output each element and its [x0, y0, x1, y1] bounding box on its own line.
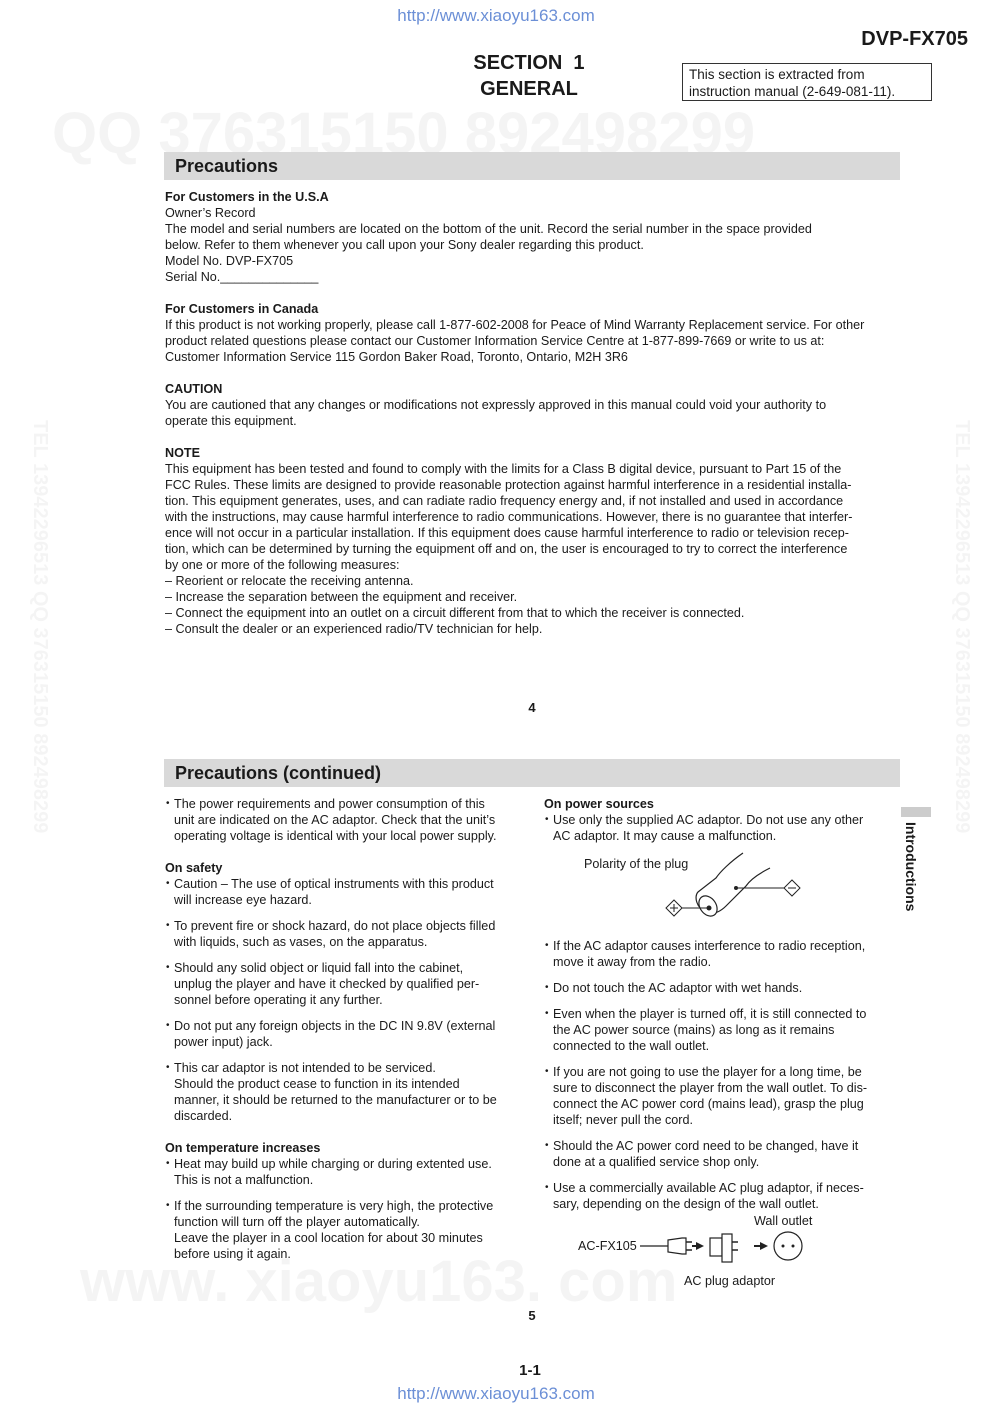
bullet-item: [544, 1006, 899, 1054]
bullet-item: [544, 1180, 899, 1212]
bullet-item: [544, 812, 899, 844]
bullet-line: Should the product cease to function in its intended: [174, 1077, 460, 1091]
bullet-item: [165, 876, 530, 908]
bullet-line: connect the AC power cord (mains lead), grasp the plug: [553, 1097, 864, 1111]
note-line: – Consult the dealer or an experienced radio/TV technician for help.: [165, 622, 543, 636]
wall-outlet-label: Wall outlet: [754, 1214, 813, 1228]
note-line: with the instructions, may cause harmful interference to radio communications. However, there is no guarantee that interfer-: [165, 510, 853, 524]
bullet-item: [165, 1060, 530, 1124]
note-line: tion. This equipment generates, uses, and can radiate radio frequency energy and, if not installed and used in accordance: [165, 494, 844, 508]
note-line: ence will not occur in a particular installation. If this equipment does cause harmful interference to radio or television recep-: [165, 526, 849, 540]
bullet-line: move it away from the radio.: [553, 955, 712, 969]
bullet-line: • The power requirements and power consumption of this: [174, 797, 485, 811]
note-line: This equipment has been tested and found to comply with the limits for a Class B digital device, pursuant to Part 15 of the: [165, 462, 842, 476]
note-line: – Increase the separation between the equipment and receiver.: [165, 590, 518, 604]
bullet-line: AC adaptor. It may cause a malfunction.: [553, 829, 777, 843]
bullet-line: • Use a commercially available AC plug adaptor, if neces-: [553, 1181, 864, 1195]
bullet-item: [165, 796, 530, 844]
bullet-line: connected to the wall outlet.: [553, 1039, 710, 1053]
plug-polarity-diagram: [660, 850, 810, 922]
adaptor-icon: [710, 1238, 722, 1256]
bullet-line: This is not a malfunction.: [174, 1173, 314, 1187]
bullet-line: • If the AC adaptor causes interference to radio reception,: [553, 939, 866, 953]
bullet-line: • Should the AC power cord need to be changed, have it: [553, 1139, 859, 1153]
usa-line: below. Refer to them whenever you call upon your Sony dealer regarding this product.: [165, 238, 644, 252]
bullet-line: sonnel before operating it any further.: [174, 993, 383, 1007]
bullet-line: • Should any solid object or liquid fall into the cabinet,: [174, 961, 464, 975]
bullet-item: [544, 1064, 899, 1128]
note-line: tion, which can be determined by turning the equipment off and on, the user is encouraged to try to correct the interference: [165, 542, 848, 556]
canada-line: Customer Information Service 115 Gordon Baker Road, Toronto, Ontario, M2H 3R6: [165, 350, 628, 364]
bullet-line: discarded.: [174, 1109, 233, 1123]
caution-line: You are cautioned that any changes or modifications not expressly approved in this manual could void your authority to: [165, 398, 827, 412]
bullet-line: • If you are not going to use the player for a long time, be: [553, 1065, 862, 1079]
bullet-line: • Even when the player is turned off, it is still connected to: [553, 1007, 867, 1021]
left-column: [165, 796, 530, 1262]
bullet-item: [544, 1138, 899, 1170]
note-line: – Connect the equipment into an outlet on a circuit different from that to which the receiver is connected.: [165, 606, 745, 620]
page-ref: 1-1: [519, 1362, 541, 1379]
canada-line: product related questions please contact our Customer Information Service Centre at 1-877-899-7669 or write to us at:: [165, 334, 825, 348]
bullet-line: Leave the player in a cool location for about 30 minutes: [174, 1231, 483, 1245]
canada-line: If this product is not working properly, please call 1-877-602-2008 for Peace of Mind Warranty Replacement service. For other: [165, 318, 865, 332]
bullet-line: manner, it should be returned to the manufacturer or to be: [174, 1093, 497, 1107]
section-title: [429, 50, 629, 102]
note-line: by one or more of the following measures:: [165, 558, 400, 572]
precautions-banner: Precautions: [164, 152, 900, 180]
section-name: GENERAL: [480, 78, 578, 100]
safety-heading: On safety: [165, 861, 223, 875]
section-number: SECTION 1: [473, 52, 585, 74]
bullet-item: [165, 1156, 530, 1188]
bullet-line: done at a qualified service shop only.: [553, 1155, 760, 1169]
bullet-item: [165, 960, 530, 1008]
bullet-line: • Do not put any foreign objects in the DC IN 9.8V (external: [174, 1019, 496, 1033]
power-heading: On power sources: [544, 797, 654, 811]
bullet-line: power input) jack.: [174, 1035, 273, 1049]
usa-line: Serial No.______________: [165, 270, 319, 284]
plug-adaptor-label: AC plug adaptor: [684, 1274, 776, 1288]
bullet-line: unplug the player and have it checked by qualified per-: [174, 977, 480, 991]
bullet-line: sary, depending on the design of the wall outlet.: [553, 1197, 819, 1211]
bullet-line: • Caution – The use of optical instruments with this product: [174, 877, 494, 891]
bullet-line: function will turn off the player automatically.: [174, 1215, 420, 1229]
watermark-tel-left: [28, 420, 51, 833]
bullet-line: • Use only the supplied AC adaptor. Do not use any other: [553, 813, 864, 827]
note-line: – Reorient or relocate the receiving antenna.: [165, 574, 414, 588]
bullet-line: sure to disconnect the player from the wall outlet. To dis-: [553, 1081, 868, 1095]
plug-adaptor-diagram: [638, 1230, 808, 1266]
bullet-line: itself; never pull the cord.: [553, 1113, 694, 1127]
usa-line: Owner’s Record: [165, 206, 256, 220]
bottom-url[interactable]: http://www.xiaoyu163.com: [397, 1384, 595, 1403]
bullet-item: [544, 938, 899, 970]
bullet-item: [165, 1198, 530, 1262]
plug-icon: [668, 1238, 686, 1254]
page-number-5: 5: [528, 1308, 536, 1323]
bullet-line: • Do not touch the AC adaptor with wet hands.: [553, 981, 803, 995]
bullet-line: operating voltage is identical with your local power supply.: [174, 829, 497, 843]
bullet-line: • Heat may build up while charging or during extented use.: [174, 1157, 492, 1171]
adaptor-model-label: AC-FX105: [578, 1239, 637, 1253]
extract-note: This section is extracted from instruction manual (2-649-081-11).: [682, 63, 932, 101]
caution-line: operate this equipment.: [165, 414, 297, 428]
canada-heading: For Customers in Canada: [165, 302, 319, 316]
side-tab-label: Introductions: [903, 822, 919, 912]
bullet-line: • If the surrounding temperature is very high, the protective: [174, 1199, 494, 1213]
note-heading: NOTE: [165, 446, 200, 460]
bullet-line: • To prevent fire or shock hazard, do not place objects filled: [174, 919, 496, 933]
bullet-item: [165, 1018, 530, 1050]
usa-heading: For Customers in the U.S.A: [165, 190, 329, 204]
watermark-tel-right: [950, 420, 973, 833]
precautions-body: [165, 189, 900, 637]
top-url[interactable]: http://www.xiaoyu163.com: [397, 6, 595, 25]
bullet-line: will increase eye hazard.: [174, 893, 312, 907]
usa-line: Model No. DVP-FX705: [165, 254, 294, 268]
bullet-line: unit are indicated on the AC adaptor. Check that the unit’s: [174, 813, 496, 827]
page-number-4: 4: [528, 700, 536, 715]
caution-heading: CAUTION: [165, 382, 223, 396]
precautions-continued-banner: Precautions (continued): [164, 759, 900, 787]
temperature-heading: On temperature increases: [165, 1141, 321, 1155]
usa-line: The model and serial numbers are located on the bottom of the unit. Record the serial number in the space provided: [165, 222, 812, 236]
bullet-line: before using it again.: [174, 1247, 291, 1261]
note-line: FCC Rules. These limits are designed to provide reasonable protection against harmful interference in a residential installa-: [165, 478, 852, 492]
bullet-line: • This car adaptor is not intended to be serviced.: [174, 1061, 436, 1075]
polarity-label: Polarity of the plug: [584, 857, 689, 871]
bullet-item: [165, 918, 530, 950]
wall-outlet-icon: [774, 1232, 802, 1260]
bullet-item: [544, 980, 899, 996]
bullet-line: the AC power source (mains) as long as it remains: [553, 1023, 835, 1037]
model-number: DVP-FX705: [861, 28, 968, 50]
bullet-line: with liquids, such as vases, on the apparatus.: [174, 935, 428, 949]
side-tab-marker: [901, 807, 931, 817]
